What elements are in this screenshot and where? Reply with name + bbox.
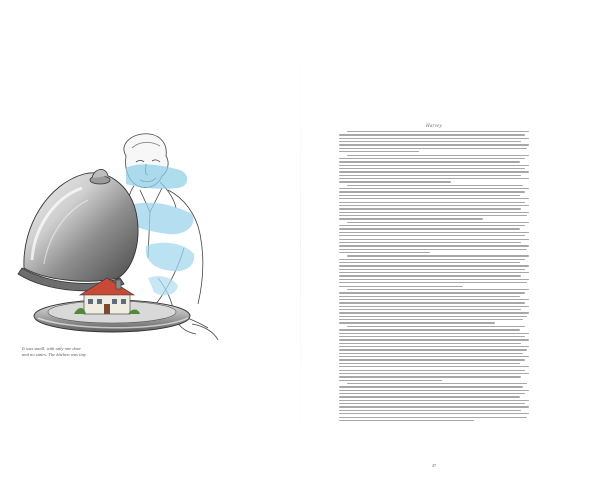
text-line xyxy=(339,171,529,172)
text-line xyxy=(347,326,526,327)
text-line xyxy=(347,155,529,156)
paragraph xyxy=(339,289,529,324)
cloche-illustration xyxy=(8,128,288,358)
text-line xyxy=(339,292,525,293)
text-line xyxy=(339,329,520,330)
text-line xyxy=(339,138,529,139)
text-line xyxy=(339,175,521,176)
text-line xyxy=(339,195,520,196)
text-line xyxy=(339,336,525,337)
text-line xyxy=(339,269,525,270)
paragraph xyxy=(339,255,529,287)
text-line xyxy=(339,413,529,414)
text-line xyxy=(339,406,529,407)
text-line xyxy=(339,393,525,394)
text-line xyxy=(339,370,525,371)
running-head: Harvey xyxy=(426,124,442,129)
text-line xyxy=(339,259,525,260)
text-line xyxy=(339,339,529,340)
text-line xyxy=(339,390,529,391)
text-line xyxy=(339,376,521,377)
text-line xyxy=(339,316,527,317)
text-line xyxy=(339,228,520,229)
text-line xyxy=(347,222,529,223)
paragraph xyxy=(339,155,529,183)
text-line xyxy=(339,366,529,367)
text-line xyxy=(339,239,529,240)
page-gutter xyxy=(300,30,301,460)
silver-cloche xyxy=(18,169,138,290)
text-line xyxy=(339,319,523,320)
text-line xyxy=(347,185,524,186)
text-line xyxy=(339,373,529,374)
text-line xyxy=(339,410,521,411)
text-line xyxy=(339,161,520,162)
text-line xyxy=(339,148,527,149)
paragraph xyxy=(339,185,529,220)
text-line xyxy=(339,296,520,297)
text-line xyxy=(339,400,529,401)
text-line xyxy=(339,356,529,357)
text-line xyxy=(347,255,529,256)
text-line xyxy=(339,168,525,169)
text-line xyxy=(339,245,529,246)
text-line xyxy=(339,272,529,273)
caption-line: It was small, with only one door xyxy=(22,346,82,351)
text-line xyxy=(339,232,529,233)
text-line xyxy=(339,262,520,263)
text-line xyxy=(339,322,495,323)
text-line xyxy=(339,312,529,313)
text-line xyxy=(339,309,521,310)
paragraph xyxy=(339,222,529,254)
text-line xyxy=(339,279,529,280)
text-line xyxy=(347,383,528,384)
text-line xyxy=(339,218,483,219)
text-line xyxy=(339,151,419,152)
paragraph xyxy=(339,131,529,152)
caption-line: and no stairs. The kitchen was tiny xyxy=(22,352,86,358)
illustration-caption xyxy=(22,346,132,358)
text-line xyxy=(339,396,520,397)
text-line xyxy=(339,299,529,300)
text-line xyxy=(339,380,442,381)
text-line xyxy=(339,188,529,189)
text-line xyxy=(339,286,463,287)
text-line xyxy=(339,249,527,250)
text-line xyxy=(339,282,527,283)
text-line xyxy=(339,302,525,303)
page-number: 47 xyxy=(431,463,437,468)
text-line xyxy=(339,417,527,418)
text-line xyxy=(339,343,521,344)
text-line xyxy=(339,252,430,253)
text-line xyxy=(339,225,525,226)
text-line xyxy=(339,333,529,334)
text-line xyxy=(339,165,529,166)
text-line xyxy=(339,403,525,404)
text-line xyxy=(339,242,521,243)
text-line xyxy=(339,363,520,364)
body-text-column xyxy=(339,131,529,423)
text-line xyxy=(339,359,525,360)
text-line xyxy=(339,346,529,347)
text-line xyxy=(339,198,529,199)
text-line xyxy=(339,191,525,192)
text-line xyxy=(339,178,529,179)
paragraph xyxy=(339,383,529,421)
text-line xyxy=(339,235,525,236)
text-line xyxy=(339,158,525,159)
text-line xyxy=(339,420,474,421)
text-line xyxy=(339,134,525,135)
text-line xyxy=(339,141,521,142)
text-line xyxy=(339,208,521,209)
text-line xyxy=(339,181,451,182)
text-line xyxy=(339,144,529,145)
text-line xyxy=(339,353,523,354)
text-line xyxy=(339,275,521,276)
text-line xyxy=(339,202,525,203)
text-line xyxy=(339,205,529,206)
text-line xyxy=(347,131,529,132)
text-line xyxy=(339,386,523,387)
text-line xyxy=(339,212,529,213)
text-line xyxy=(339,306,529,307)
text-line xyxy=(339,215,527,216)
text-line xyxy=(347,289,529,290)
text-line xyxy=(339,349,527,350)
text-line xyxy=(339,265,529,266)
paragraph xyxy=(339,326,529,381)
